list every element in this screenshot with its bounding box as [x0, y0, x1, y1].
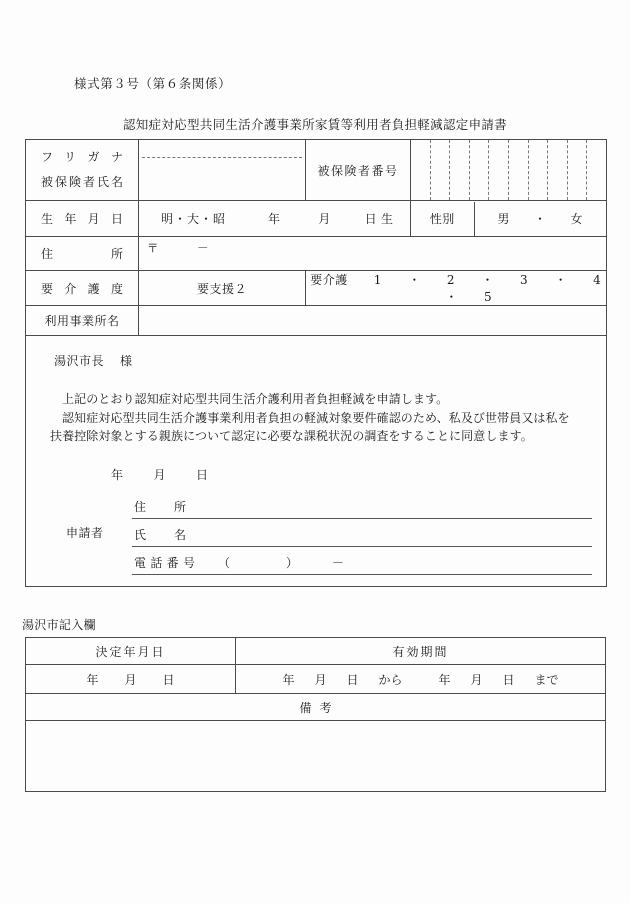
furigana-divider [142, 157, 302, 158]
period-to-year-label: 年 [438, 672, 451, 687]
statement-body [26, 336, 606, 586]
gender-separator: ・ [533, 212, 547, 226]
tel-paren-close: ） [286, 556, 299, 570]
city-section-heading: 湯沢市記入欄 [22, 618, 96, 632]
page-title: 認知症対応型共同生活介護事業所家賃等利用者負担軽減認定申請書 [122, 117, 507, 132]
care-need-options[interactable] [306, 271, 607, 306]
addressee-line [54, 352, 133, 369]
table-row-city-values [26, 665, 606, 694]
period-to-word: まで [534, 672, 559, 687]
table-row-city-headers [26, 638, 606, 665]
insured-number-cell[interactable] [489, 140, 509, 200]
insured-number-cell-group [411, 140, 606, 200]
city-office-table [25, 637, 606, 792]
period-to-day-label: 日 [502, 672, 515, 687]
insured-number-cell[interactable] [529, 140, 549, 200]
decision-date-header: 決定年月日 [26, 638, 236, 665]
table-row-facility [26, 306, 607, 336]
insured-number-label: 被保険者番号 [306, 140, 411, 201]
remarks-input[interactable] [26, 721, 606, 792]
applicant-name-field[interactable] [132, 519, 592, 547]
birthdate-month-label: 月 [318, 212, 331, 226]
tel-dash: － [332, 556, 345, 570]
birthdate-label-cell [26, 201, 139, 237]
submission-year-label: 年 [111, 468, 124, 482]
applicant-info-table [25, 139, 607, 587]
insured-number-cell[interactable] [470, 140, 490, 200]
addressee-name: 湯沢市長 [54, 354, 105, 368]
applicant-tel-label-wrap [134, 554, 196, 571]
period-from-month-label: 月 [314, 672, 327, 687]
period-from-year-label: 年 [282, 672, 295, 687]
insured-number-cell[interactable] [509, 140, 529, 200]
applicant-tel-label: 電話番号 [134, 556, 196, 570]
gender-female-option[interactable]: 女 [570, 212, 584, 226]
care-need-sep: ・ [408, 273, 421, 287]
care-need-sep: ・ [445, 290, 458, 304]
birthdate-input[interactable] [139, 201, 411, 237]
statement-line-3: 扶養控除対象とする親族について認定に必要な課税状況の調査をすることに同意します。 [50, 429, 533, 444]
applicant-fields [66, 491, 592, 575]
birthdate-year-label: 年 [268, 212, 281, 226]
birthdate-era-options[interactable]: 明・大・昭 [161, 212, 227, 226]
period-from-day-label: 日 [346, 672, 359, 687]
gender-label: 性別 [411, 202, 474, 236]
care-need-sep: ・ [481, 273, 495, 287]
statement-line-1: 上記のとおり認知症対応型共同生活介護利用者負担軽減を申請します。 [62, 392, 449, 406]
addressee-honorific: 様 [120, 354, 133, 368]
birthdate-day-label: 日 生 [364, 212, 394, 226]
submission-date-line[interactable] [111, 466, 209, 483]
applicant-label: 申請者 [66, 526, 104, 540]
care-need-level-3[interactable]: 3 [520, 273, 529, 287]
care-level-label-cell [26, 271, 139, 306]
decision-month-label: 月 [124, 672, 137, 687]
table-row-address [26, 237, 607, 271]
gender-male-option[interactable]: 男 [497, 212, 510, 226]
gender-options[interactable] [474, 202, 606, 236]
insured-number-cell[interactable] [587, 140, 606, 200]
table-row-remarks-header [26, 694, 606, 721]
period-to-month-label: 月 [470, 672, 483, 687]
insured-number-input[interactable] [411, 140, 607, 201]
applicant-name-label: 氏名 [134, 528, 186, 542]
care-need-level-1[interactable]: 1 [373, 273, 383, 287]
facility-label-cell [26, 306, 139, 336]
care-need-label: 要介護 [310, 273, 348, 287]
insured-name-input[interactable] [139, 140, 306, 201]
form-number: 様式第３号（第６条関係） [74, 76, 232, 91]
valid-period-input[interactable] [236, 665, 606, 694]
applicant-name-label-wrap [134, 526, 186, 543]
insured-number-cell[interactable] [568, 140, 588, 200]
decision-date-input[interactable] [26, 665, 236, 694]
table-row-statement [26, 336, 607, 587]
applicant-address-label-wrap [134, 498, 186, 515]
postal-dash: － [197, 241, 209, 255]
table-row-birthdate [26, 201, 607, 237]
statement-paragraph [50, 390, 588, 446]
statement-cell [26, 336, 607, 587]
submission-day-label: 日 [196, 468, 209, 482]
statement-line-2: 認知症対応型共同生活介護事業利用者負担の軽減対象要件確認のため、私及び世帯員又は私を [62, 410, 570, 425]
facility-label: 利用事業所名 [44, 314, 120, 328]
table-row-remarks-box [26, 721, 606, 792]
insured-number-cell[interactable] [431, 140, 451, 200]
applicant-tel-area-code[interactable] [218, 554, 298, 571]
applicant-address-field[interactable] [132, 491, 592, 519]
facility-name-input[interactable] [139, 306, 607, 336]
insured-number-cell[interactable] [450, 140, 470, 200]
remarks-header: 備考 [26, 694, 606, 721]
care-support-option[interactable]: 要支援２ [139, 271, 306, 306]
insured-number-cell[interactable] [411, 140, 431, 200]
address-label: 住所 [41, 247, 123, 261]
submission-month-label: 月 [153, 468, 167, 482]
insured-name-label-cell [26, 140, 139, 201]
care-need-level-2[interactable]: 2 [446, 273, 456, 287]
insured-name-label: 被保険者氏名 [41, 175, 123, 189]
decision-year-label: 年 [86, 672, 99, 687]
period-from-word: から [378, 672, 403, 687]
address-label-cell [26, 237, 139, 271]
applicant-tel-field[interactable] [132, 547, 592, 575]
care-need-level-5[interactable]: 5 [483, 290, 493, 304]
tel-paren-open: （ [218, 556, 231, 570]
birthdate-label: 生年月日 [41, 212, 123, 226]
table-row-care-level [26, 271, 607, 306]
care-level-label: 要介護度 [41, 281, 123, 296]
postal-mark-icon: 〒 [147, 241, 159, 255]
insured-number-cell[interactable] [548, 140, 568, 200]
gender-cell-wrapper [411, 201, 607, 237]
furigana-label: フリガナ [41, 150, 123, 164]
care-need-sep: ・ [554, 273, 568, 287]
applicant-address-label: 住所 [134, 500, 186, 514]
care-need-level-4[interactable]: 4 [593, 273, 602, 287]
decision-day-label: 日 [162, 672, 175, 687]
address-input[interactable] [139, 237, 607, 271]
table-row-insured-name [26, 140, 607, 201]
valid-period-header: 有効期間 [236, 638, 606, 665]
